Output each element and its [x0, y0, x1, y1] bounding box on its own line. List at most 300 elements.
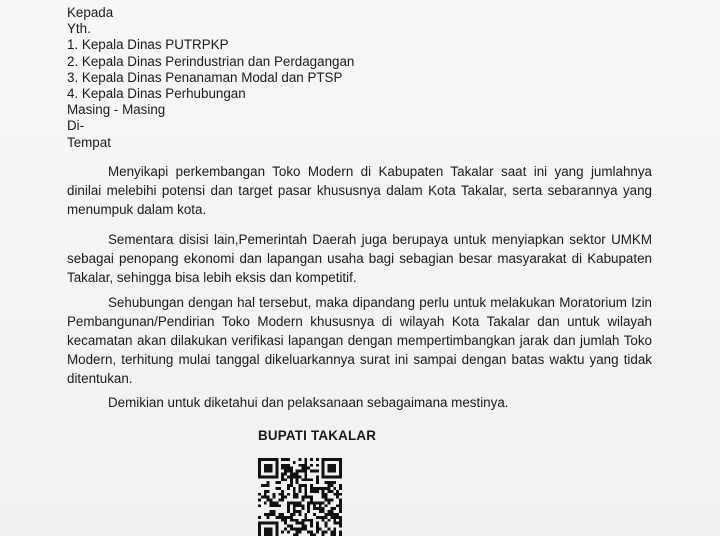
qr-module [270, 510, 273, 513]
qr-module [267, 470, 270, 473]
qr-module [316, 487, 319, 490]
qr-module [319, 528, 322, 531]
greeting: Kepada [67, 5, 114, 20]
qr-module [339, 475, 342, 478]
qr-module [310, 501, 313, 504]
qr-module [287, 464, 290, 467]
qr-module [328, 470, 331, 473]
qr-module [278, 516, 281, 519]
qr-module [316, 458, 319, 461]
recipient-item: 3. Kepala Dinas Penanaman Modal dan PTSP [67, 69, 343, 85]
qr-module [304, 458, 307, 461]
qr-module [290, 513, 293, 516]
qr-module [299, 501, 302, 504]
qr-module [304, 493, 307, 496]
qr-module [258, 464, 261, 467]
qr-module [264, 467, 267, 470]
qr-module [258, 530, 261, 533]
qr-module [322, 496, 325, 499]
qr-module [258, 475, 261, 478]
qr-module [296, 472, 299, 475]
qr-module [258, 458, 261, 461]
qr-module [330, 530, 333, 533]
qr-module [322, 516, 325, 519]
qr-module [304, 487, 307, 490]
qr-module [261, 484, 264, 487]
qr-module [267, 530, 270, 533]
qr-module [333, 513, 336, 516]
qr-module [270, 522, 273, 525]
qr-module [307, 467, 310, 470]
qr-module [267, 516, 270, 519]
qr-module [339, 493, 342, 496]
qr-module [296, 493, 299, 496]
qr-module [299, 487, 302, 490]
qr-module [310, 522, 313, 525]
qr-module [304, 484, 307, 487]
qr-module [330, 513, 333, 516]
qr-module [328, 464, 331, 467]
qr-module [267, 490, 270, 493]
qr-module [290, 478, 293, 481]
qr-module [313, 487, 316, 490]
qr-module [264, 513, 267, 516]
qr-module [322, 490, 325, 493]
qr-module [336, 475, 339, 478]
qr-module [339, 525, 342, 528]
qr-module [319, 510, 322, 513]
qr-module [281, 516, 284, 519]
qr-module [328, 475, 331, 478]
qr-module [316, 475, 319, 478]
qr-module [310, 484, 313, 487]
qr-module [272, 501, 275, 504]
qr-module [299, 475, 302, 478]
qr-module [275, 470, 278, 473]
qr-module [313, 490, 316, 493]
qr-module [261, 475, 264, 478]
qr-module [304, 519, 307, 522]
qr-module [310, 490, 313, 493]
qr-module [325, 516, 328, 519]
qr-module [330, 510, 333, 513]
body-paragraph-1 [67, 162, 652, 219]
qr-module [316, 522, 319, 525]
qr-module [278, 487, 281, 490]
qr-module [299, 513, 302, 516]
qr-module [307, 519, 310, 522]
recipient-block [67, 5, 354, 151]
qr-module [272, 475, 275, 478]
qr-module [275, 467, 278, 470]
qr-module [275, 464, 278, 467]
qr-module [275, 461, 278, 464]
qr-module [310, 478, 313, 481]
qr-module [310, 487, 313, 490]
qr-module [275, 501, 278, 504]
qr-module [281, 467, 284, 470]
qr-module [316, 516, 319, 519]
qr-module [287, 530, 290, 533]
qr-module [330, 464, 333, 467]
qr-module [293, 501, 296, 504]
qr-module [281, 493, 284, 496]
qr-module [296, 530, 299, 533]
qr-module [296, 501, 299, 504]
qr-module [284, 470, 287, 473]
qr-module [310, 470, 313, 473]
qr-module [287, 501, 290, 504]
qr-module [284, 478, 287, 481]
qr-module [325, 496, 328, 499]
qr-module [325, 487, 328, 490]
qr-module [328, 513, 331, 516]
qr-module [307, 478, 310, 481]
qr-module [287, 510, 290, 513]
qr-module [290, 475, 293, 478]
qr-module [310, 499, 313, 502]
qr-module [267, 464, 270, 467]
qr-module [284, 472, 287, 475]
qr-module [296, 496, 299, 499]
qr-module [275, 472, 278, 475]
qr-module [336, 522, 339, 525]
qr-module [293, 528, 296, 531]
qr-module [275, 530, 278, 533]
qr-module [330, 484, 333, 487]
qr-module [284, 464, 287, 467]
qr-module [287, 458, 290, 461]
qr-module [299, 464, 302, 467]
qr-module [333, 467, 336, 470]
qr-module [313, 507, 316, 510]
qr-module [301, 528, 304, 531]
qr-module [264, 475, 267, 478]
qr-module [325, 481, 328, 484]
qr-module [258, 470, 261, 473]
qr-module [307, 530, 310, 533]
qr-module [299, 470, 302, 473]
qr-module [330, 458, 333, 461]
qr-module [267, 496, 270, 499]
qr-module [270, 499, 273, 502]
qr-module [325, 522, 328, 525]
qr-module [258, 528, 261, 531]
qr-module [319, 501, 322, 504]
qr-module [278, 499, 281, 502]
qr-module [328, 487, 331, 490]
qr-module [339, 472, 342, 475]
qr-module [275, 522, 278, 525]
qr-module [316, 528, 319, 531]
qr-module [339, 501, 342, 504]
qr-module [281, 478, 284, 481]
qr-module [267, 458, 270, 461]
qr-module [333, 522, 336, 525]
qr-module [304, 490, 307, 493]
qr-module [322, 467, 325, 470]
salutation: Yth. [67, 21, 91, 37]
qr-module [261, 458, 264, 461]
location-prefix: Di- [67, 118, 85, 134]
qr-module [293, 493, 296, 496]
qr-module [290, 501, 293, 504]
qr-module [284, 467, 287, 470]
qr-module [270, 501, 273, 504]
qr-module [339, 470, 342, 473]
qr-module [267, 484, 270, 487]
qr-module [270, 528, 273, 531]
qr-module [272, 496, 275, 499]
qr-module [299, 522, 302, 525]
qr-module [307, 504, 310, 507]
qr-module [307, 510, 310, 513]
qr-module [299, 490, 302, 493]
qr-module [258, 522, 261, 525]
qr-module [258, 499, 261, 502]
qr-module [270, 504, 273, 507]
qr-module [304, 525, 307, 528]
qr-module [330, 490, 333, 493]
qr-module [333, 530, 336, 533]
qr-module [287, 504, 290, 507]
qr-module [301, 522, 304, 525]
qr-module [336, 490, 339, 493]
qr-module [301, 467, 304, 470]
qr-module [322, 519, 325, 522]
qr-module [264, 493, 267, 496]
qr-module [296, 470, 299, 473]
qr-module [290, 481, 293, 484]
qr-module [284, 516, 287, 519]
qr-module [310, 464, 313, 467]
qr-module [258, 467, 261, 470]
location: Tempat [67, 134, 111, 150]
paragraph-text: Demikian untuk diketahui dan pelaksanaan sebagaimana mestinya. [108, 395, 509, 410]
qr-module [339, 467, 342, 470]
qr-module [270, 464, 273, 467]
qr-module [319, 516, 322, 519]
qr-module [290, 516, 293, 519]
qr-module [293, 510, 296, 513]
qr-module [281, 496, 284, 499]
qr-module [284, 458, 287, 461]
qr-module [333, 516, 336, 519]
qr-module [322, 461, 325, 464]
qr-module [281, 519, 284, 522]
qr-module [296, 519, 299, 522]
qr-module [281, 464, 284, 467]
qr-module [328, 467, 331, 470]
qr-module [296, 478, 299, 481]
qr-module [301, 470, 304, 473]
qr-module [316, 507, 319, 510]
qr-module [339, 519, 342, 522]
qr-module [328, 481, 331, 484]
qr-module [258, 516, 261, 519]
qr-module [316, 481, 319, 484]
qr-module [281, 475, 284, 478]
qr-module [301, 496, 304, 499]
qr-module [287, 507, 290, 510]
qr-module [319, 504, 322, 507]
qr-module [258, 525, 261, 528]
qr-module [322, 475, 325, 478]
qr-module [267, 528, 270, 531]
qr-module [275, 528, 278, 531]
qr-module [267, 475, 270, 478]
qr-module [333, 481, 336, 484]
qr-module [278, 481, 281, 484]
qr-module [293, 504, 296, 507]
qr-module [275, 481, 278, 484]
qr-module [267, 499, 270, 502]
qr-module [281, 513, 284, 516]
qr-module [310, 519, 313, 522]
qr-module [296, 504, 299, 507]
qr-module [264, 522, 267, 525]
qr-module [287, 467, 290, 470]
qr-module [304, 478, 307, 481]
qr-module [339, 504, 342, 507]
recipient-qualifier: Masing - Masing [67, 102, 166, 118]
qr-module [272, 522, 275, 525]
qr-module [267, 513, 270, 516]
qr-module [325, 493, 328, 496]
qr-module [313, 470, 316, 473]
qr-module [290, 484, 293, 487]
qr-module [281, 530, 284, 533]
qr-module [336, 458, 339, 461]
paragraph-text: Sehubungan dengan hal tersebut, maka dipandang perlu untuk melakukan Moratorium Izin Pembangunan/Pendirian Toko Modern khususnya di wilayah Kota Takalar dan untuk wilayah kecamatan akan dilakukan verifikasi lapangan dengan mempertimbangkan jarak dan jumlah Toko Modern, terhitung mulai tanggal dikeluarkannya surat ini sampai dengan batas waktu yang tidak ditentukan. [67, 295, 652, 386]
qr-module [287, 470, 290, 473]
qr-module [333, 487, 336, 490]
qr-module [339, 487, 342, 490]
qr-module [299, 510, 302, 513]
qr-module [301, 499, 304, 502]
qr-module [328, 528, 331, 531]
qr-module [293, 490, 296, 493]
qr-module [296, 475, 299, 478]
qr-module [293, 513, 296, 516]
qr-module [339, 516, 342, 519]
qr-module [264, 530, 267, 533]
qr-module [301, 464, 304, 467]
qr-module [267, 522, 270, 525]
qr-module [290, 472, 293, 475]
qr-module [272, 510, 275, 513]
qr-module [313, 501, 316, 504]
qr-module [299, 504, 302, 507]
qr-module [296, 481, 299, 484]
qr-module [287, 475, 290, 478]
qr-module [272, 458, 275, 461]
qr-module [293, 475, 296, 478]
qr-module [287, 525, 290, 528]
qr-module [272, 513, 275, 516]
qr-module [328, 519, 331, 522]
qr-module [290, 528, 293, 531]
qr-module [322, 464, 325, 467]
qr-module [307, 501, 310, 504]
qr-module [310, 496, 313, 499]
qr-module [330, 481, 333, 484]
qr-module [333, 458, 336, 461]
qr-module [339, 530, 342, 533]
qr-module [322, 530, 325, 533]
qr-module [325, 525, 328, 528]
qr-module [270, 458, 273, 461]
qr-module [304, 513, 307, 516]
qr-module [333, 493, 336, 496]
qr-module [290, 525, 293, 528]
qr-module [339, 484, 342, 487]
qr-code-icon [258, 458, 342, 536]
qr-module [304, 516, 307, 519]
qr-module [322, 501, 325, 504]
qr-module [299, 458, 302, 461]
qr-module [293, 461, 296, 464]
closing-paragraph [67, 393, 652, 412]
qr-module [301, 484, 304, 487]
qr-module [336, 516, 339, 519]
qr-module [310, 525, 313, 528]
qr-module [293, 487, 296, 490]
qr-module [258, 493, 261, 496]
qr-module [290, 519, 293, 522]
qr-module [275, 504, 278, 507]
qr-module [272, 504, 275, 507]
qr-module [258, 504, 261, 507]
recipient-item: 2. Kepala Dinas Perindustrian dan Perdagangan [67, 53, 355, 69]
qr-module [301, 507, 304, 510]
qr-module [339, 522, 342, 525]
qr-module [304, 467, 307, 470]
qr-module [339, 507, 342, 510]
qr-module [333, 519, 336, 522]
qr-module [322, 472, 325, 475]
qr-module [310, 530, 313, 533]
qr-module [287, 493, 290, 496]
qr-module [333, 464, 336, 467]
qr-module [316, 490, 319, 493]
qr-module [316, 530, 319, 533]
signatory-title: BUPATI TAKALAR [258, 428, 377, 443]
qr-module [325, 458, 328, 461]
qr-module [293, 472, 296, 475]
qr-module [284, 528, 287, 531]
qr-module [333, 528, 336, 531]
qr-module [322, 458, 325, 461]
qr-module [278, 513, 281, 516]
qr-module [296, 528, 299, 531]
qr-module [336, 513, 339, 516]
qr-module [264, 490, 267, 493]
qr-module [325, 504, 328, 507]
recipient-item: 1. Kepala Dinas PUTRPKP [67, 37, 229, 53]
qr-module [272, 493, 275, 496]
qr-module [304, 496, 307, 499]
qr-module [325, 513, 328, 516]
qr-module [264, 484, 267, 487]
qr-module [330, 475, 333, 478]
qr-module [299, 484, 302, 487]
qr-module [316, 478, 319, 481]
qr-module [275, 487, 278, 490]
qr-module [328, 484, 331, 487]
qr-module [339, 510, 342, 513]
qr-module [316, 525, 319, 528]
